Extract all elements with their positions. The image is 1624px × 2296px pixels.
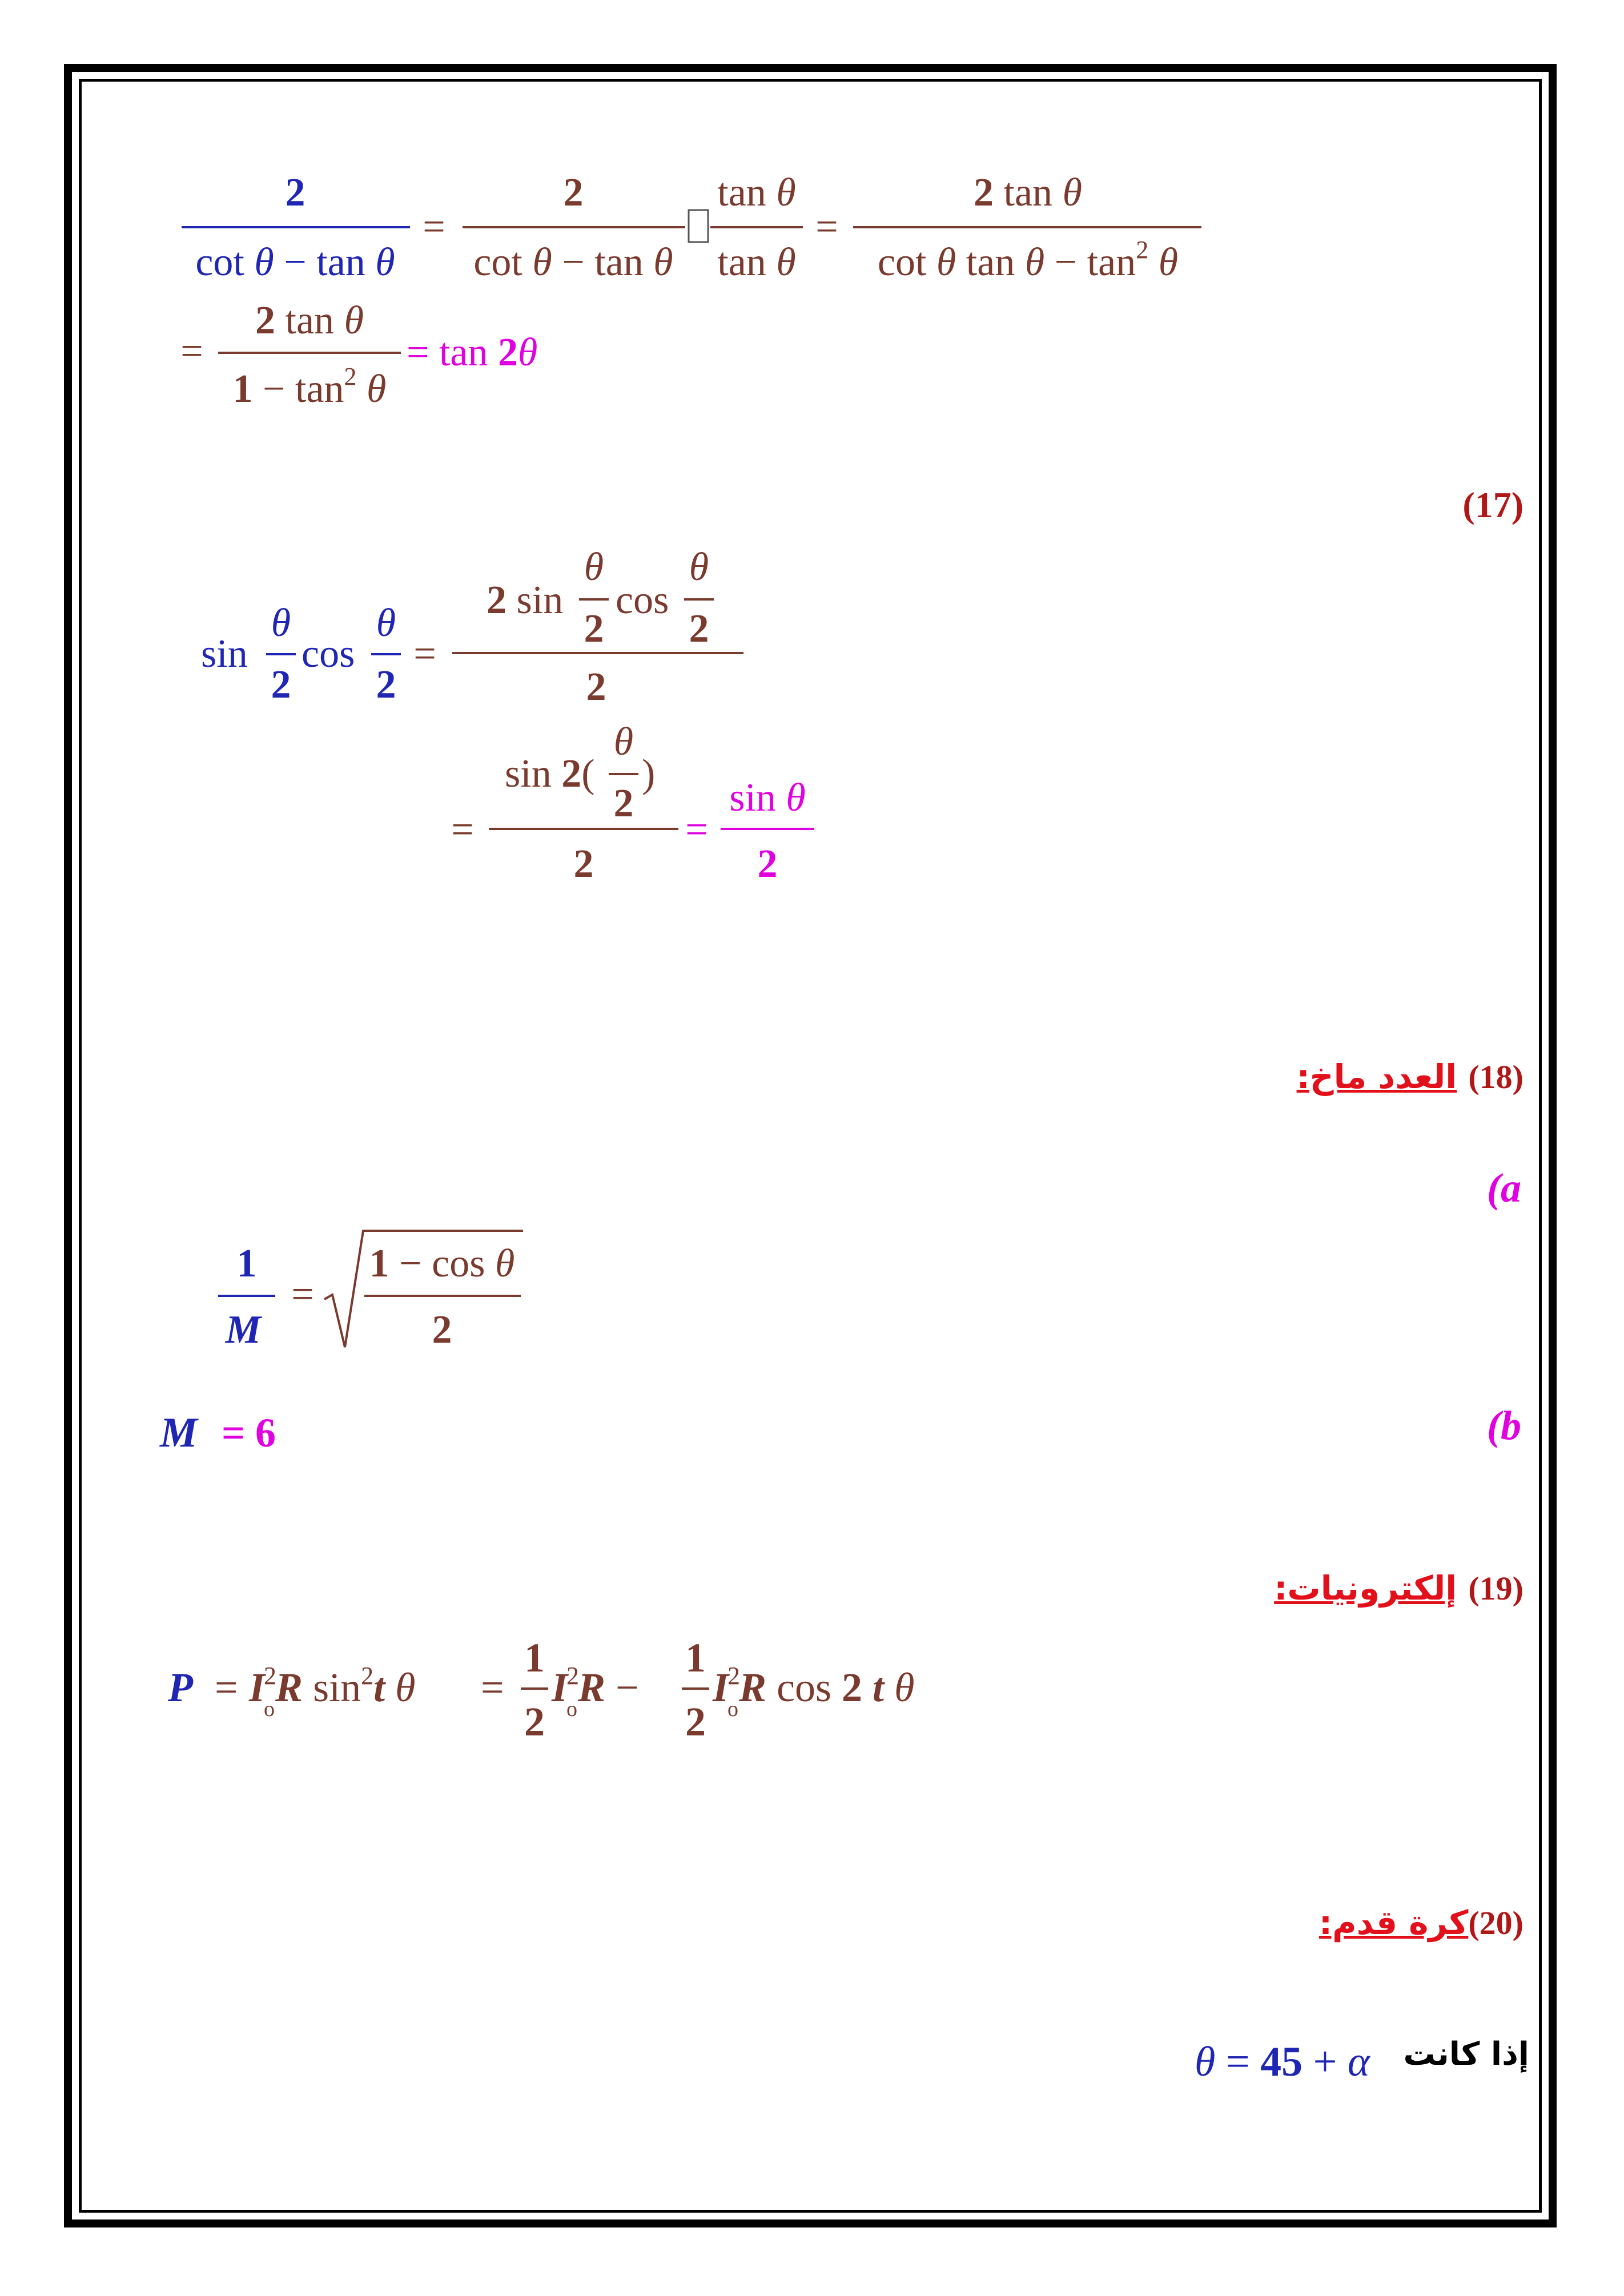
q18-header [1297, 1057, 1523, 1096]
q16-line2 [180, 299, 537, 411]
q18-formula-a [218, 1231, 523, 1352]
q18-part-a-marker: (a [1487, 1165, 1521, 1211]
q19-sub-o-2: o [566, 1697, 577, 1721]
q18-title: العدد ماخ: [1296, 1057, 1457, 1096]
q18-answer-b [159, 1409, 276, 1456]
q17-lhs-two-2: 2 [376, 663, 396, 707]
q18-a-one: 1 [236, 1242, 257, 1286]
q20-header [1319, 1903, 1523, 1942]
q16-f3-numerator: tan θ [717, 171, 796, 215]
q17-number-value: 17 [1474, 485, 1512, 525]
q19-title: إلكترونيات: [1274, 1569, 1457, 1608]
q17-line2-denominator: 2 [573, 842, 594, 886]
q19-term2: I2R − [552, 1662, 639, 1710]
q18-a-M: M [225, 1308, 262, 1352]
q19-sub-o-1: o [264, 1697, 275, 1721]
q16-f3-denominator: tan θ [717, 240, 796, 284]
q17-lhs-cos: cos [302, 632, 355, 676]
q16-lhs-denominator: cot θ − tan θ [195, 240, 395, 284]
q17-equals-1: = [413, 632, 436, 676]
q18-part-a-letter: a [1501, 1165, 1521, 1211]
q17-rhs-two-1: 2 [584, 607, 604, 651]
q17-line2-inner-two: 2 [613, 782, 634, 825]
q17-line2 [451, 720, 814, 886]
q17-lhs-theta-2: θ [376, 601, 396, 645]
q16-line2-result: = tan 2θ [407, 331, 538, 374]
q16-f4-numerator: 2 tan θ [974, 171, 1082, 215]
q16-f4-denominator: cot θ $\tan \theta - \tan^2 \theta$ [877, 236, 1179, 284]
q17-number: (17) [1462, 485, 1523, 525]
q16-line1 [182, 171, 1201, 284]
q17-line2-close-paren: ) [642, 752, 656, 796]
q19-formula [167, 1635, 914, 1745]
q19-term1: I2R $\sin^2t$ θ [249, 1662, 416, 1710]
q16-f2-numerator: 2 [563, 171, 584, 215]
q19-half1-num: 1 [524, 1635, 545, 1681]
q18-b-equals-six: = 6 [222, 1410, 276, 1456]
q20-number: (20) [1468, 1904, 1523, 1941]
q17-line2-sin2: sin 2( [505, 752, 595, 796]
q17-line2-theta: θ [613, 720, 634, 764]
q16-multiply-box [689, 210, 708, 242]
q17-rhs-theta-2: θ [689, 545, 709, 589]
q16-equals-1: = [423, 205, 445, 249]
q17-rhs-denominator: 2 [586, 665, 606, 709]
q19-sub-o-3: o [727, 1697, 738, 1721]
q17-lhs-two-1: 2 [271, 663, 291, 707]
q19-header [1274, 1569, 1523, 1608]
q16-line2-denominator: $1 - \tan^2 \theta$ [232, 362, 387, 411]
q17-line1 [201, 545, 743, 709]
q20-title: كرة قدم: [1319, 1903, 1469, 1942]
q19-number: (19) [1468, 1570, 1523, 1607]
q18-a-rad-denominator: 2 [432, 1308, 452, 1352]
q18-part-b-marker: (b [1487, 1403, 1521, 1448]
q17-rhs-theta-1: θ [584, 545, 604, 589]
q16-line2-equals: = [180, 329, 203, 373]
q19-P: P [168, 1665, 193, 1710]
q20-formula: θ = 45 + α [1195, 2039, 1370, 2085]
q18-part-b-letter: b [1501, 1403, 1521, 1448]
q19-half2-den: 2 [685, 1699, 706, 1745]
q16-f2-denominator: cot θ − tan θ [473, 240, 673, 284]
q18-number-value: 18 [1479, 1058, 1513, 1095]
q19-term3: I2R cos 2 t θ [713, 1662, 915, 1710]
q17-equals-3: = [685, 808, 708, 852]
q19-eq1: = [215, 1665, 238, 1710]
q17-lhs-sin: sin [201, 632, 248, 676]
q19-half1-den: 2 [524, 1699, 545, 1745]
q17-lhs-theta-1: θ [271, 601, 291, 645]
q18-b-M: M [160, 1409, 198, 1456]
q16-lhs-numerator: 2 [285, 171, 305, 215]
q17-result-denominator: 2 [757, 842, 778, 886]
q18-a-rad-numerator: 1 − cos θ [369, 1242, 515, 1286]
q19-eq2: = [481, 1665, 504, 1710]
q16-line2-numerator: 2 tan θ [255, 299, 364, 343]
q19-half2-num: 1 [685, 1635, 706, 1681]
q20-number-value: 20 [1479, 1904, 1513, 1941]
q17-rhs-two-2: 2 [689, 607, 709, 651]
q19-number-value: 19 [1479, 1570, 1513, 1607]
q17-rhs-two-sin: 2 sin [487, 578, 564, 622]
q17-result-numerator: sin θ [729, 776, 806, 820]
q18-number: (18) [1468, 1058, 1523, 1095]
q20-condition-text: إذا كانت [1403, 2036, 1529, 2073]
q20-condition-formula [1195, 2039, 1371, 2085]
q17-rhs-cos: cos [616, 578, 669, 622]
q17-equals-2: = [451, 808, 474, 852]
q18-a-equals: = [291, 1272, 314, 1316]
q16-equals-2: = [815, 205, 838, 249]
